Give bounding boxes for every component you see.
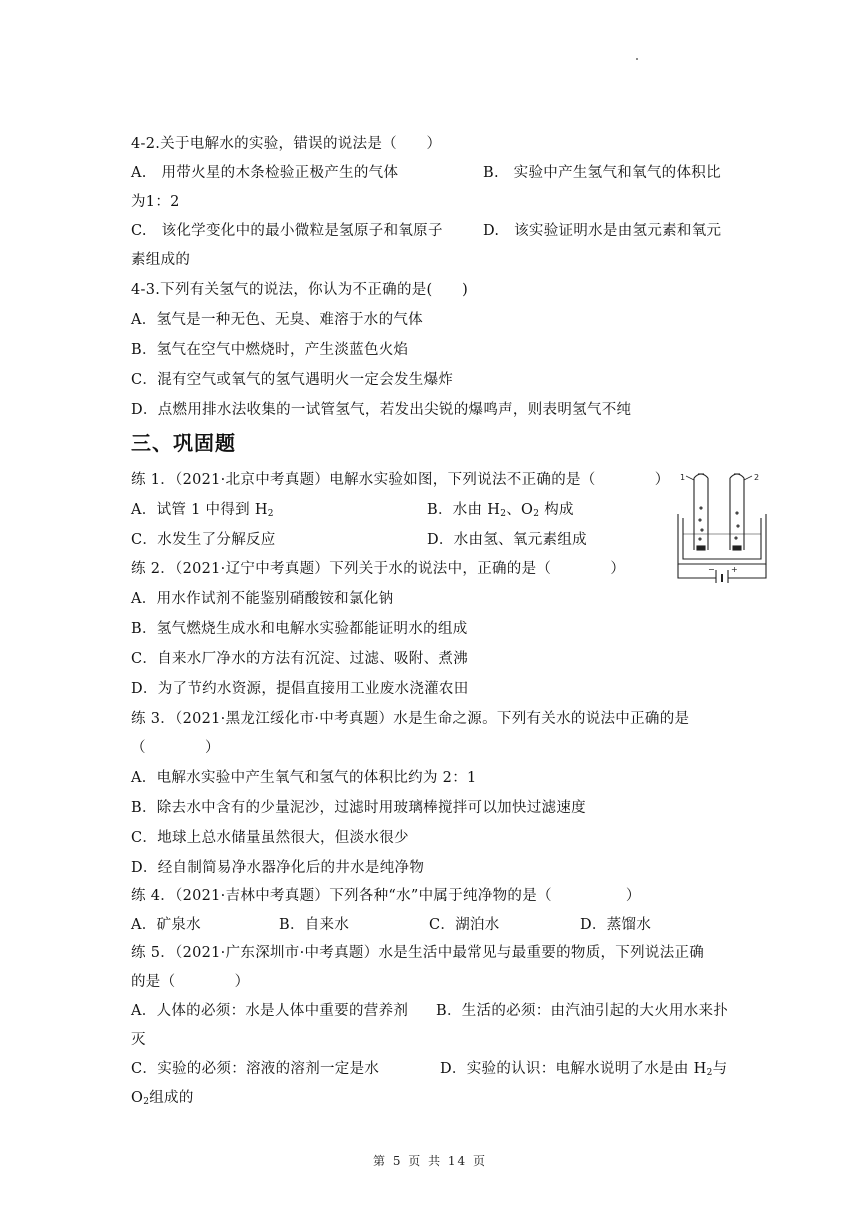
p2-stem: 练 2．（2021·辽宁中考真题）下列关于水的说法中，正确的是（ ） [131, 561, 626, 577]
p5-options-row1 [131, 1001, 751, 1021]
p3-stem-cont: （ ） [131, 740, 220, 756]
p4-stem: 练 4．（2021·吉林中考真题）下列各种“水”中属于纯净物的是（ ） [131, 888, 641, 904]
q4-3-option-a: A．氢气是一种无色、无臭、难溶于水的气体 [131, 312, 423, 328]
p5-stem-cont: 的是（ ） [131, 974, 250, 990]
q4-2-options-row1 [131, 163, 751, 183]
p2-option-d: D．为了节约水资源，提倡直接用工业废水浇灌农田 [131, 681, 469, 697]
p3-option-b: B．除去水中含有的少量泥沙，过滤时用玻璃棒搅拌可以加快过滤速度 [131, 800, 586, 816]
p1-option-d: D．水由氢、氧元素组成 [427, 532, 587, 548]
p2-option-c: C．自来水厂净水的方法有沉淀、过滤、吸附、煮沸 [131, 651, 468, 667]
q4-3-stem: 4-3.下列有关氢气的说法，你认为不正确的是( ) [131, 282, 469, 298]
p4-options [131, 915, 751, 935]
p1-option-a: A．试管 1 中得到 $H_2$ [131, 502, 274, 519]
q4-2-option-a: A. 用带火星的木条检验正极产生的气体 [131, 165, 399, 181]
p5-option-b: B．生活的必须：由汽油引起的大火用水来扑 [436, 1003, 729, 1019]
p5-options-row2 [131, 1059, 751, 1079]
q4-2-option-c: C. 该化学变化中的最小微粒是氢原子和氧原子 [131, 223, 443, 239]
section-title: 三、巩固题 [131, 431, 236, 455]
p4-option-b: B．自来水 [279, 917, 350, 933]
p5-option-a: A．人体的必须：水是人体中重要的营养剂 [131, 1003, 409, 1019]
q4-2-options-row2 [131, 221, 751, 241]
q4-2-option-b-cont: 为1：2 [131, 194, 180, 210]
p1-option-b: B．水由 $H_2$、$O_2$ 构成 [427, 502, 574, 519]
p4-option-c: C．湖泊水 [429, 917, 500, 933]
p2-option-b: B．氢气燃烧生成水和电解水实验都能证明水的组成 [131, 621, 468, 637]
p3-option-c: C．地球上总水储量虽然很大，但淡水很少 [131, 830, 409, 846]
p2-option-a: A．用水作试剂不能鉴别硝酸铵和氯化钠 [131, 591, 394, 607]
diagram-minus: − [708, 565, 715, 574]
p1-option-c: C．水发生了分解反应 [131, 532, 276, 548]
p3-option-d: D．经自制简易净水器净化后的井水是纯净物 [131, 860, 425, 876]
header-mark [636, 58, 638, 60]
p5-stem: 练 5．（2021·广东深圳市·中考真题）水是生活中最常见与最重要的物质，下列说法正确 [131, 945, 705, 961]
p3-stem: 练 3．（2021·黑龙江绥化市·中考真题）水是生命之源。下列有关水的说法中正确的是 [131, 711, 690, 727]
q4-2-option-d: D. 该实验证明水是由氢元素和氧元 [483, 223, 722, 239]
p5-option-d: D．实验的认识：电解水说明了水是由 $H_2$与 [440, 1061, 728, 1078]
diagram-label-1: 1 [680, 473, 686, 482]
diagram-plus: + [731, 565, 738, 574]
p1-stem: 练 1．（2021·北京中考真题）电解水实验如图，下列说法不正确的是（ ） [131, 472, 670, 488]
q4-2-option-b: B. 实验中产生氢气和氧气的体积比 [483, 165, 721, 181]
diagram-label-2: 2 [754, 473, 760, 482]
p4-option-d: D．蒸馏水 [580, 917, 652, 933]
q4-2-stem: 4-2.关于电解水的实验，错误的说法是（ ） [131, 136, 442, 152]
q4-3-option-c: C．混有空气或氧气的氢气遇明火一定会发生爆炸 [131, 372, 454, 388]
p5-option-b-cont: 灭 [131, 1032, 146, 1048]
p5-option-d-cont: $O_2$组成的 [131, 1090, 194, 1107]
q4-3-option-d: D．点燃用排水法收集的一试管氢气，若发出尖锐的爆鸣声，则表明氢气不纯 [131, 402, 632, 418]
electrolysis-diagram [672, 468, 772, 583]
page-footer: 第 5 页 共 14 页 [373, 1154, 487, 1168]
p3-option-a: A．电解水实验中产生氧气和氢气的体积比约为 2：1 [131, 770, 477, 786]
p1-options-row2 [131, 530, 631, 550]
q4-3-option-b: B．氢气在空气中燃烧时，产生淡蓝色火焰 [131, 342, 409, 358]
p4-option-a: A．矿泉水 [131, 917, 201, 933]
q4-2-option-d-cont: 素组成的 [131, 252, 191, 268]
p5-option-c: C．实验的必须：溶液的溶剂一定是水 [131, 1061, 380, 1077]
p1-options-row1 [131, 500, 631, 524]
